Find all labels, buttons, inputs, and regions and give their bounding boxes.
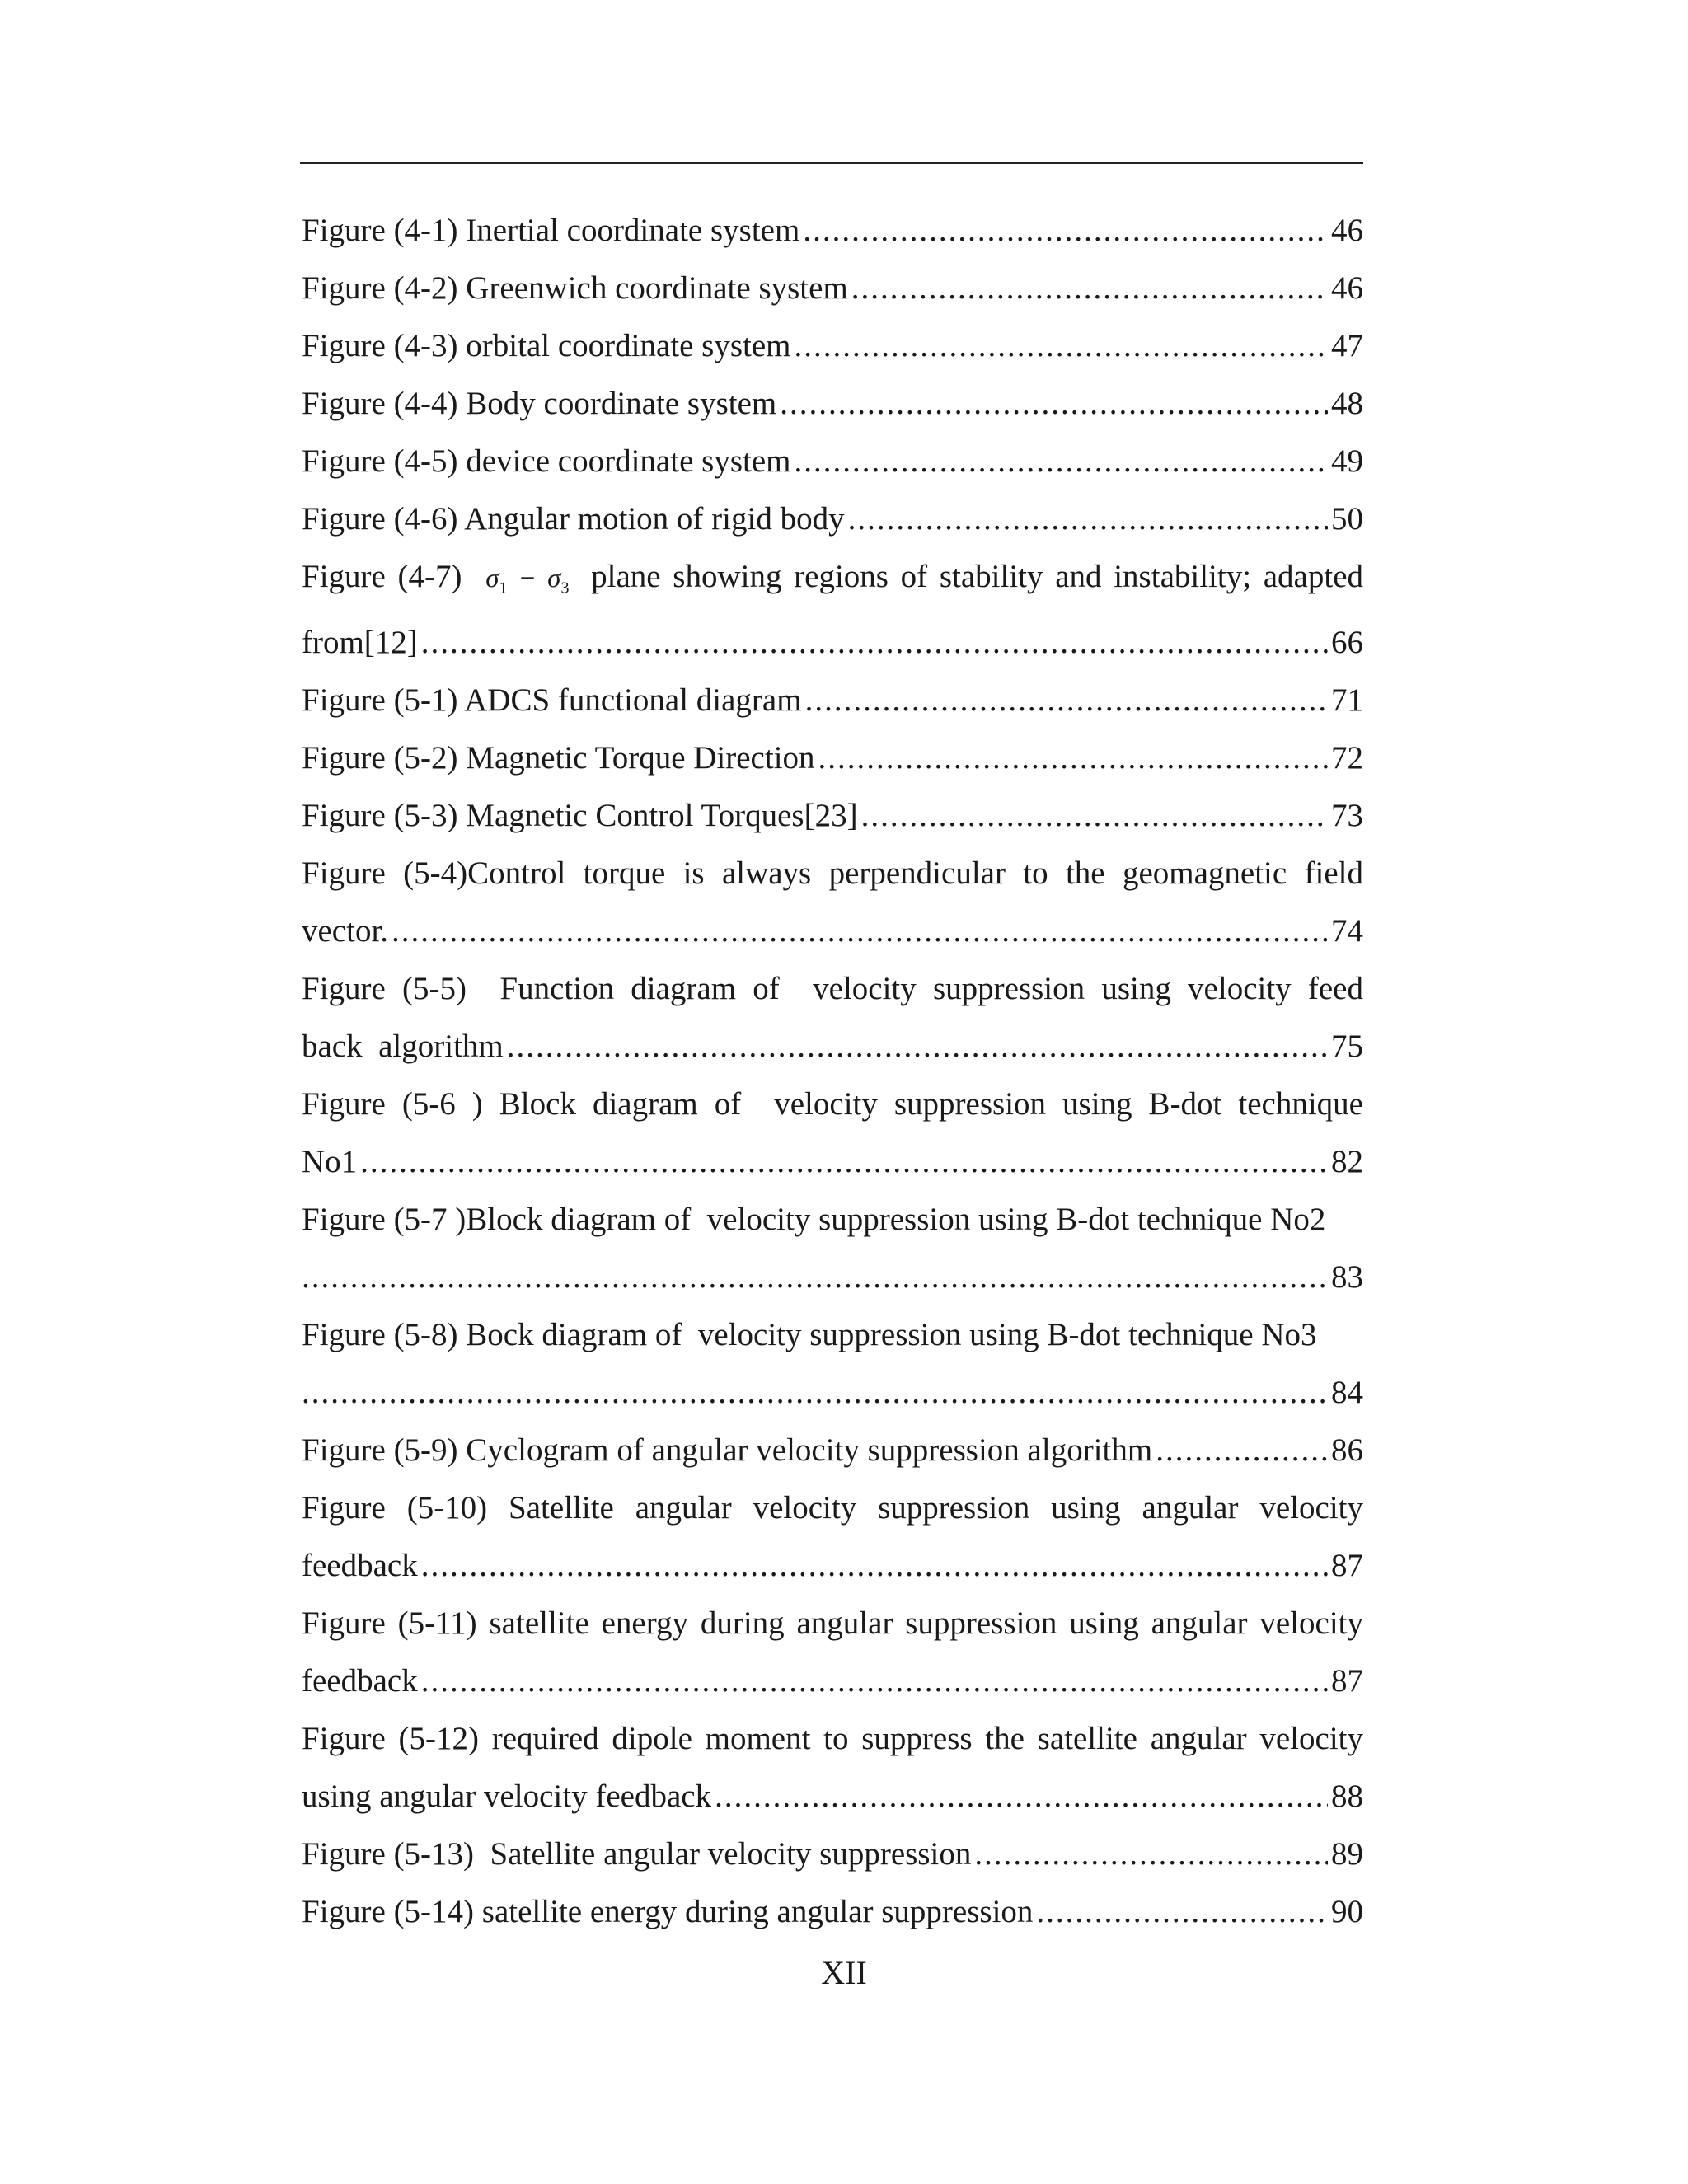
toc-entry[interactable] [302, 1652, 1363, 1710]
toc-entry-title-continued: vector. [302, 913, 389, 949]
toc-entry-first-line[interactable] [302, 1595, 1363, 1652]
dot-leader [392, 902, 1328, 960]
dot-leader [974, 1825, 1328, 1883]
toc-entry-title-continued: feedback [302, 1663, 418, 1699]
toc-entry-title: Figure (5-13) Satellite angular velocity suppression [302, 1836, 972, 1872]
toc-entry-page: 89 [1331, 1836, 1363, 1872]
toc-entry[interactable] [302, 787, 1363, 845]
toc-entry-title: Figure (4-7) [302, 559, 462, 594]
toc-entry-page: 47 [1331, 328, 1363, 363]
toc-entry[interactable] [302, 490, 1363, 548]
toc-entry-first-line[interactable] [302, 1479, 1363, 1537]
dot-leader [780, 375, 1328, 433]
toc-entry-page: 86 [1331, 1432, 1363, 1468]
toc-entry-title: Figure (5-3) Magnetic Control Torques[23] [302, 798, 858, 833]
toc-entry-first-line[interactable] [302, 548, 1363, 614]
toc-entry-page: 88 [1331, 1779, 1363, 1814]
toc-entry-title: Figure (4-1) Inertial coordinate system [302, 213, 800, 248]
dot-leader [795, 317, 1328, 375]
toc-entry[interactable] [302, 260, 1363, 317]
toc-entry-title: Figure (4-4) Body coordinate system [302, 386, 777, 421]
toc-entry-title: Figure (4-5) device coordinate system [302, 443, 791, 479]
dot-leader [715, 1768, 1328, 1825]
toc-entry-title-continued: from[12] [302, 625, 418, 660]
toc-entry[interactable] [302, 202, 1363, 260]
toc-entry-page: 87 [1331, 1663, 1363, 1699]
toc-entry-title: Figure (4-3) orbital coordinate system [302, 328, 791, 363]
toc-entry-title: Figure (5-7 )Block diagram of velocity suppression using B-dot technique No2 [302, 1202, 1326, 1237]
toc-entry[interactable] [302, 1364, 1363, 1422]
toc-entry-title: Figure (5-6 ) Block diagram of velocity suppression using B-dot technique [302, 1086, 1363, 1122]
toc-entry-title: Figure (5-14) satellite energy during angular suppression [302, 1894, 1034, 1929]
toc-entry-title-continued: using angular velocity feedback [302, 1779, 712, 1814]
toc-entry[interactable] [302, 729, 1363, 787]
toc-entry-title: Figure (4-2) Greenwich coordinate system [302, 270, 848, 306]
dot-leader [805, 672, 1328, 729]
toc-entry-title-continued: No1 [302, 1144, 358, 1179]
toc-entry-first-line[interactable] [302, 1710, 1363, 1768]
toc-entry-first-line[interactable] [302, 1306, 1363, 1364]
toc-entry-page: 82 [1331, 1144, 1363, 1179]
toc-entry-page: 71 [1331, 682, 1363, 718]
toc-entry-page: 75 [1331, 1029, 1363, 1064]
toc-entry[interactable] [302, 1537, 1363, 1595]
toc-entry[interactable] [302, 375, 1363, 433]
toc-entry[interactable] [302, 1249, 1363, 1306]
toc-entry[interactable] [302, 433, 1363, 490]
toc-entry[interactable] [302, 1422, 1363, 1479]
toc-entry-page: 83 [1331, 1259, 1363, 1295]
toc-entry[interactable] [302, 614, 1363, 672]
toc-entry-title-continued: back algorithm [302, 1029, 504, 1064]
toc-entry-first-line[interactable] [302, 1076, 1363, 1133]
toc-entry[interactable] [302, 1825, 1363, 1883]
toc-entry-page: 50 [1331, 501, 1363, 537]
list-of-figures [302, 202, 1363, 1941]
toc-entry-page: 74 [1331, 913, 1363, 949]
toc-entry[interactable] [302, 1133, 1363, 1191]
toc-entry-page: 66 [1331, 625, 1363, 660]
toc-entry[interactable] [302, 317, 1363, 375]
header-rule [300, 162, 1363, 164]
toc-entry-title-continued: feedback [302, 1548, 418, 1583]
toc-entry[interactable] [302, 1768, 1363, 1825]
toc-entry-first-line[interactable] [302, 960, 1363, 1018]
dot-leader [421, 614, 1328, 672]
dot-leader [803, 202, 1328, 260]
toc-entry-page: 73 [1331, 798, 1363, 833]
dot-leader [1156, 1422, 1328, 1479]
toc-entry-first-line[interactable] [302, 1191, 1363, 1249]
toc-entry-first-line[interactable] [302, 845, 1363, 902]
toc-entry-page: 48 [1331, 386, 1363, 421]
page-number: XII [821, 1954, 867, 1991]
dot-leader [302, 1249, 1328, 1306]
toc-entry-title-rest: plane showing regions of stability and instability; adapted [591, 559, 1364, 594]
toc-entry-title: Figure (5-5) Function diagram of velocity suppression using velocity feed [302, 971, 1363, 1006]
toc-entry[interactable] [302, 1018, 1363, 1076]
toc-entry[interactable] [302, 1883, 1363, 1941]
toc-entry-page: 90 [1331, 1894, 1363, 1929]
dot-leader [851, 260, 1328, 317]
toc-entry-title: Figure (5-8) Bock diagram of velocity suppression using B-dot technique No3 [302, 1317, 1317, 1352]
dot-leader [421, 1652, 1328, 1710]
toc-entry-page: 49 [1331, 443, 1363, 479]
toc-entry-page: 72 [1331, 740, 1363, 776]
toc-entry-title: Figure (5-9) Cyclogram of angular velocity suppression algorithm [302, 1432, 1153, 1468]
toc-entry-page: 46 [1331, 213, 1363, 248]
dot-leader [360, 1133, 1328, 1191]
dot-leader [1036, 1883, 1328, 1941]
sigma-symbol: $\sigma_1 - \sigma_3$ [485, 564, 570, 598]
toc-entry-title: Figure (5-1) ADCS functional diagram [302, 682, 802, 718]
toc-entry-title: Figure (4-6) Angular motion of rigid body [302, 501, 845, 537]
toc-entry[interactable] [302, 672, 1363, 729]
dot-leader [861, 787, 1328, 845]
toc-entry-title: Figure (5-12) required dipole moment to suppress the satellite angular velocity [302, 1721, 1363, 1756]
dot-leader [302, 1364, 1328, 1422]
dot-leader [794, 433, 1328, 490]
toc-entry-page: 84 [1331, 1375, 1363, 1410]
dot-leader [421, 1537, 1328, 1595]
toc-entry-page: 46 [1331, 270, 1363, 306]
toc-entry-title: Figure (5-2) Magnetic Torque Direction [302, 740, 815, 776]
toc-entry-page: 87 [1331, 1548, 1363, 1583]
toc-entry[interactable] [302, 902, 1363, 960]
dot-leader [818, 729, 1328, 787]
toc-entry-title: Figure (5-4)Control torque is always perpendicular to the geomagnetic field [302, 855, 1363, 891]
dot-leader [507, 1018, 1328, 1076]
toc-entry-title: Figure (5-10) Satellite angular velocity suppression using angular velocity [302, 1490, 1363, 1526]
toc-entry-title: Figure (5-11) satellite energy during angular suppression using angular velocity [302, 1605, 1363, 1641]
dot-leader [848, 490, 1328, 548]
